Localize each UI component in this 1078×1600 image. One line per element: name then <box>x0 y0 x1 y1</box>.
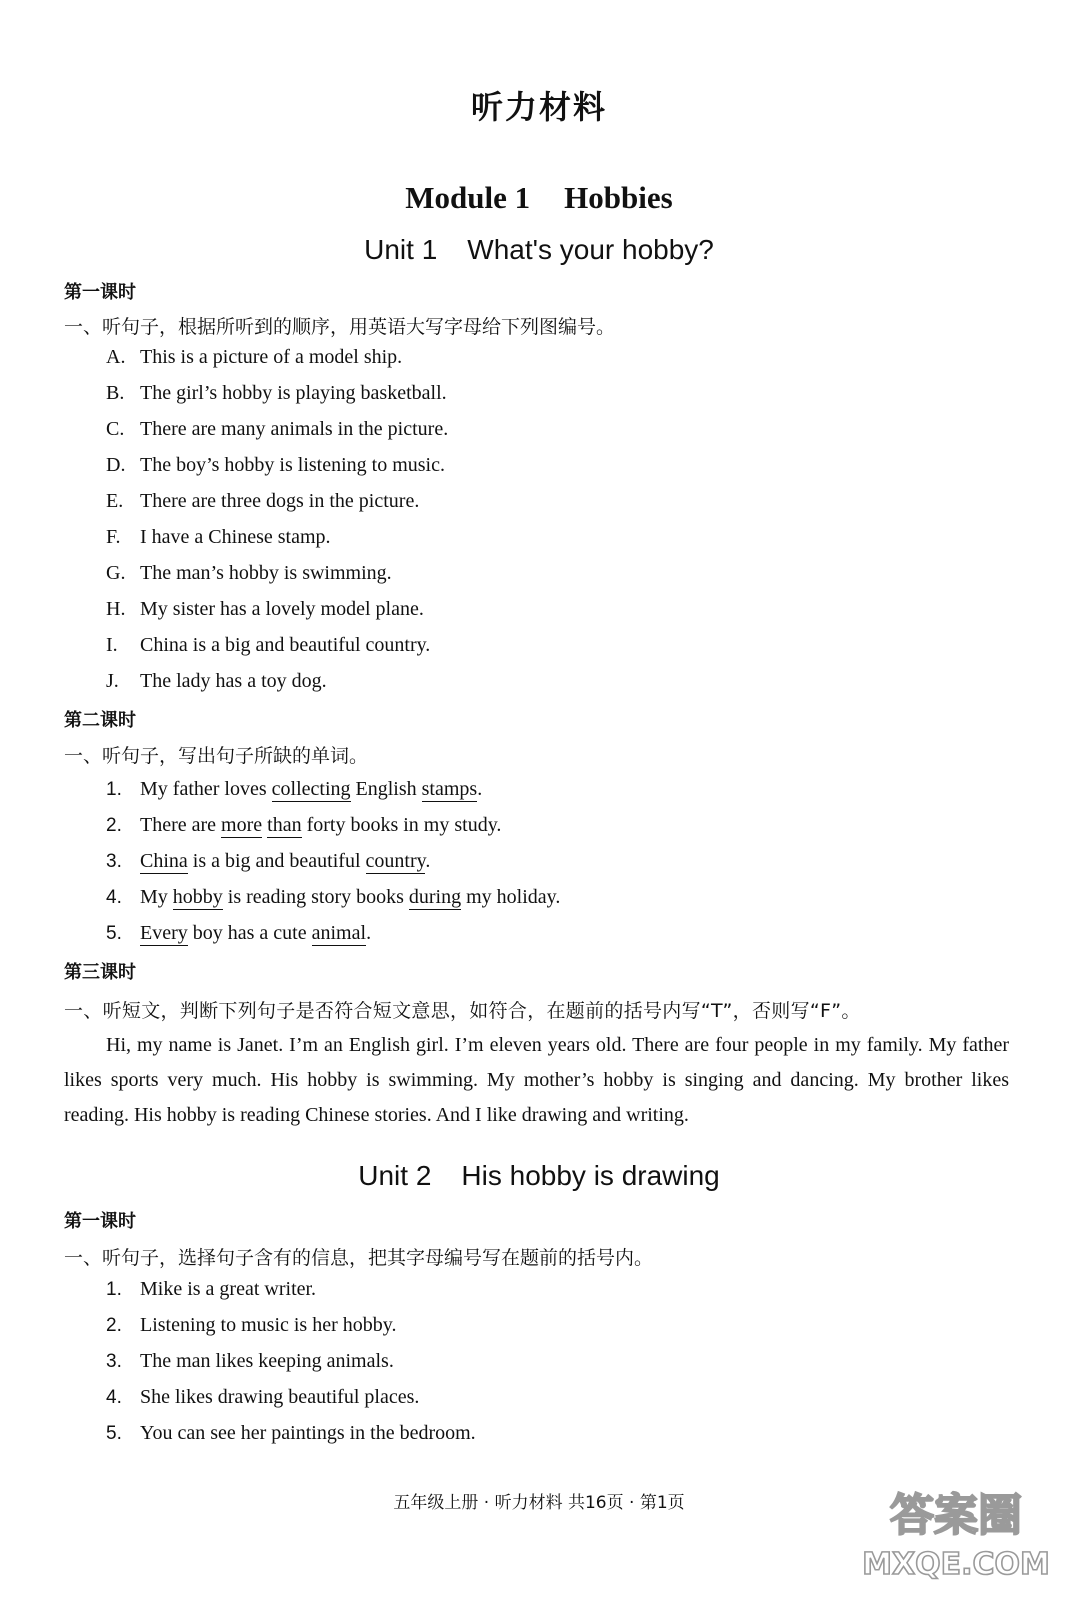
unit2-name: His hobby is drawing <box>461 1160 720 1191</box>
list-item: H. My sister has a lovely model plane. <box>106 598 424 620</box>
unit1-title <box>0 234 1078 266</box>
list-item: G. The man’s hobby is swimming. <box>106 562 392 584</box>
module-title <box>0 180 1078 216</box>
unit2-lesson1-heading: 第一课时 <box>64 1211 136 1232</box>
module-label: Module 1 <box>405 180 531 215</box>
unit1-lesson3-heading: 第三课时 <box>64 962 136 983</box>
unit1-label: Unit 1 <box>364 234 438 265</box>
answer-word: more <box>221 814 263 836</box>
list-item: B. The girl’s hobby is playing basketball. <box>106 382 447 404</box>
answer-word: collecting <box>271 778 351 800</box>
list-item: 5. Every boy has a cute animal. <box>106 922 372 944</box>
page-title: 听力材料 <box>470 88 607 126</box>
list-item: D. The boy’s hobby is listening to music. <box>106 454 445 476</box>
answer-word: during <box>408 886 462 908</box>
list-item: 1. Mike is a great writer. <box>106 1278 317 1300</box>
list-item: 1. My father loves collecting English stamps. <box>106 778 483 800</box>
list-item: J. The lady has a toy dog. <box>106 670 327 692</box>
unit2-lesson1-instruction: 一、听句子，选择句子含有的信息，把其字母编号写在题前的括号内。 <box>64 1247 654 1269</box>
answer-word: Every <box>140 922 188 944</box>
list-item: F. I have a Chinese stamp. <box>106 526 331 548</box>
svg-text:答案圈: 答案圈 <box>890 1490 1022 1541</box>
list-item: 4. My hobby is reading story books during my holiday. <box>106 886 561 908</box>
list-item: I. China is a big and beautiful country. <box>106 634 431 656</box>
unit1-lesson2-heading: 第二课时 <box>64 710 136 731</box>
list-item: 4. She likes drawing beautiful places. <box>106 1386 420 1408</box>
answer-word: hobby <box>172 886 223 908</box>
list-item: 5. You can see her paintings in the bedroom. <box>106 1422 476 1444</box>
svg-text:MXQE.COM: MXQE.COM <box>862 1547 1050 1582</box>
unit1-lesson1-heading: 第一课时 <box>64 282 136 303</box>
page-footer: 五年级上册 · 听力材料 共16页 · 第1页 <box>393 1493 685 1513</box>
listening-passage: Hi, my name is Janet. I’m an English girl. I’m eleven years old. There are four people in my family. My father likes sports very much. His hobby is swimming. My mother’s hobby is singing and dancing. My brother likes reading. His hobby is reading Chinese stories. And I like drawing and writing. <box>64 1034 1009 1126</box>
unit1-name: What's your hobby? <box>467 234 714 265</box>
answer-word: than <box>267 814 302 836</box>
list-item: E. There are three dogs in the picture. <box>106 490 420 512</box>
answer-word: stamps <box>421 778 478 800</box>
answer-word: country <box>365 850 426 872</box>
watermark-logo <box>856 1478 1056 1584</box>
unit2-label: Unit 2 <box>358 1160 432 1191</box>
unit1-lesson2-instruction: 一、听句子，写出句子所缺的单词。 <box>64 745 369 767</box>
answer-word: animal <box>311 922 367 944</box>
unit1-lesson3-instruction: 一、听短文，判断下列句子是否符合短文意思，如符合，在题前的括号内写“T”，否则写“F”。 <box>64 1000 861 1022</box>
answer-word: China <box>140 850 188 872</box>
unit2-title <box>0 1160 1078 1192</box>
list-item: 3. The man likes keeping animals. <box>106 1350 394 1372</box>
list-item: C. There are many animals in the picture. <box>106 418 449 440</box>
unit1-lesson1-instruction: 一、听句子，根据所听到的顺序，用英语大写字母给下列图编号。 <box>64 316 616 338</box>
list-item: 2. There are more than forty books in my study. <box>106 814 502 836</box>
list-item: 2. Listening to music is her hobby. <box>106 1314 397 1336</box>
list-item: A. This is a picture of a model ship. <box>106 346 403 368</box>
module-name: Hobbies <box>564 180 673 215</box>
list-item: 3. China is a big and beautiful country. <box>106 850 431 872</box>
